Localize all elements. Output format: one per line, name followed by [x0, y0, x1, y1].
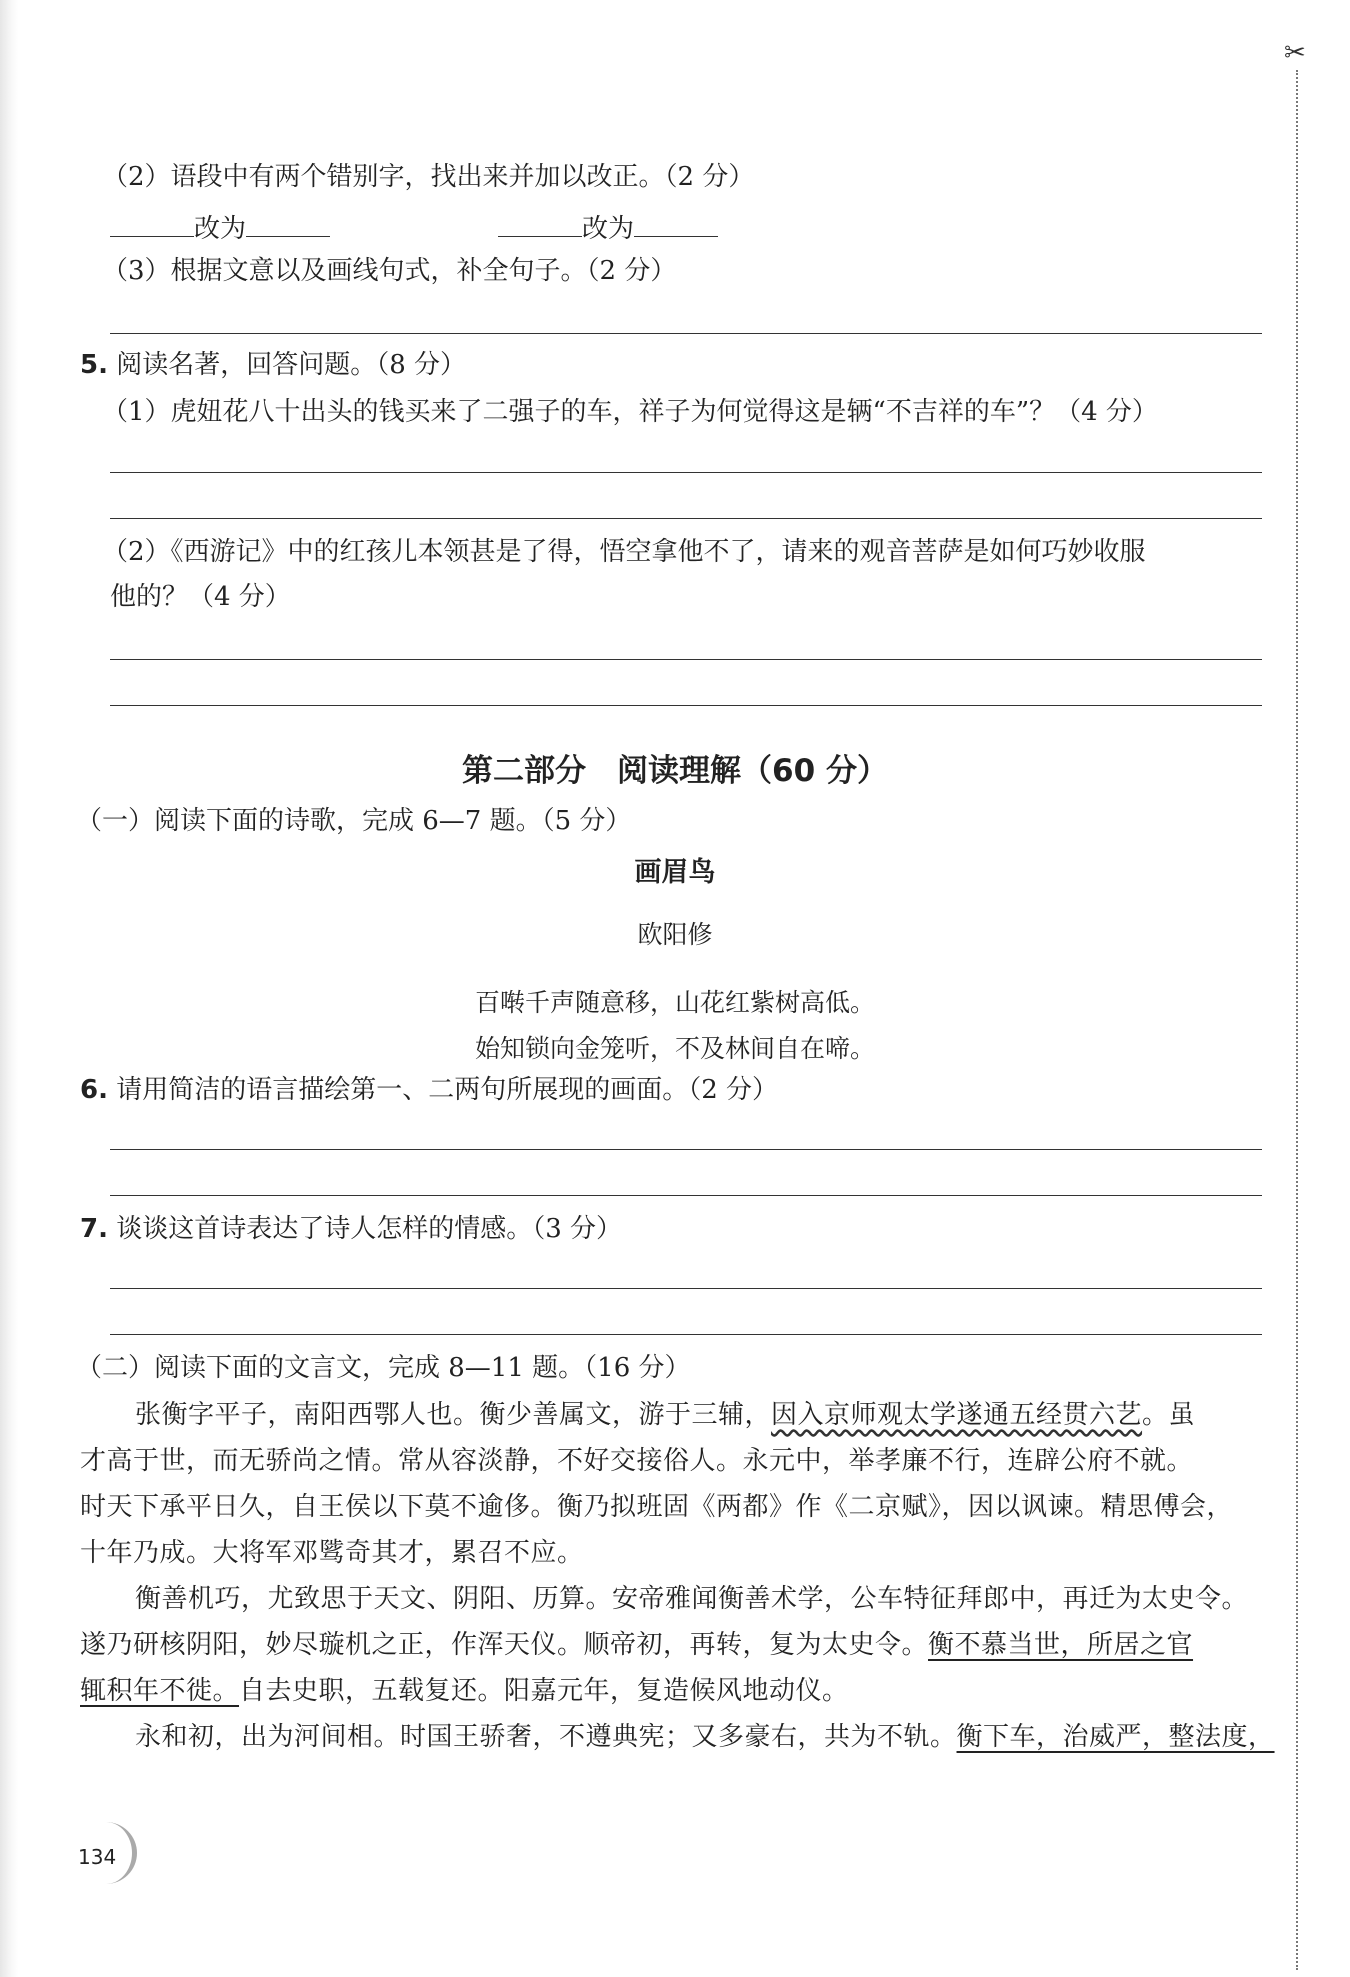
passage-line: 衡善机巧，尤致思于天文、阴阳、历算。安帝雅闻衡善术学，公车特征拜郎中，再迁为太史令。	[135, 1584, 1249, 1614]
passage-text: 。虽	[1142, 1400, 1196, 1430]
passage-line	[80, 1676, 849, 1706]
answer-line[interactable]	[110, 472, 1262, 473]
q4-part2: （2）语段中有两个错别字，找出来并加以改正。（2 分）	[102, 162, 755, 192]
passage-line: 十年乃成。大将军邓骘奇其才，累召不应。	[80, 1538, 584, 1568]
q5-part1: （1）虎妞花八十出头的钱买来了二强子的车，祥子为何觉得这是辆“不吉祥的车”？（4 分）	[102, 397, 1158, 427]
question-number: 5.	[80, 350, 108, 380]
poem-line: 百啭千声随意移，山花红紫树高低。	[474, 988, 875, 1017]
question-number: 7.	[80, 1214, 108, 1244]
subsection-2-heading: （二）阅读下面的文言文，完成 8—11 题。（16 分）	[76, 1353, 691, 1383]
answer-line[interactable]	[110, 1334, 1262, 1335]
poem-line: 始知锁向金笼听，不及林间自在啼。	[474, 1034, 875, 1063]
answer-line[interactable]	[110, 705, 1262, 706]
answer-line[interactable]	[110, 1288, 1262, 1289]
section-title: 第二部分 阅读理解（60 分）	[462, 753, 888, 789]
question-text: 请用简洁的语言描绘第一、二两句所展现的画面。（2 分）	[116, 1075, 779, 1105]
q4-blank-row-1	[110, 212, 330, 244]
underlined-sentence: 衡不慕当世，所居之官	[928, 1630, 1194, 1660]
poem-author: 欧阳修	[637, 920, 713, 949]
answer-line[interactable]	[110, 659, 1262, 660]
underlined-sentence: 辄积年不徙。	[80, 1676, 240, 1706]
q5-title	[80, 350, 466, 380]
answer-blank[interactable]	[498, 212, 582, 237]
underlined-sentence: 衡下车，治威严，整法度，	[956, 1722, 1275, 1752]
answer-blank[interactable]	[634, 212, 718, 237]
answer-blank[interactable]	[110, 212, 194, 237]
answer-blank[interactable]	[246, 212, 330, 237]
passage-line	[80, 1630, 1193, 1660]
passage-line: 才高于世，而无骄尚之情。常从容淡静，不好交接俗人。永元中，举孝廉不行，连辟公府不就。	[80, 1446, 1194, 1476]
wavy-underlined-text: 因入京师观太学遂通五经贯六艺	[771, 1400, 1143, 1430]
passage-text: 张衡字平子，南阳西鄂人也。衡少善属文，游于三辅，	[135, 1400, 772, 1430]
q6	[80, 1075, 778, 1105]
replace-word: 改为	[194, 214, 247, 244]
passage-line	[135, 1722, 1275, 1752]
passage-text: 遂乃研核阴阳，妙尽璇机之正，作浑天仪。顺帝初，再转，复为太史令。	[80, 1630, 929, 1660]
passage-line	[135, 1400, 1195, 1430]
answer-line[interactable]	[110, 1195, 1262, 1196]
answer-line[interactable]	[110, 333, 1262, 334]
q5-part2-line2: 他的？（4 分）	[110, 582, 291, 612]
replace-word: 改为	[582, 214, 635, 244]
q4-part3: （3）根据文意以及画线句式，补全句子。（2 分）	[102, 256, 677, 286]
subsection-1-heading: （一）阅读下面的诗歌，完成 6—7 题。（5 分）	[76, 806, 632, 836]
page-number: 134	[78, 1845, 117, 1869]
poem-title: 画眉鸟	[634, 857, 716, 888]
passage-text: 自去史职，五载复还。阳嘉元年，复造候风地动仪。	[239, 1676, 849, 1706]
q5-part2-line1: （2）《西游记》中的红孩儿本领甚是了得，悟空拿他不了，请来的观音菩萨是如何巧妙收服	[102, 537, 1146, 567]
question-text: 谈谈这首诗表达了诗人怎样的情感。（3 分）	[116, 1214, 623, 1244]
q4-blank-row-2	[498, 212, 718, 244]
scissors-icon: ✂	[1284, 38, 1306, 68]
passage-line: 时天下承平日久，自王侯以下莫不逾侈。衡乃拟班固《两都》作《二京赋》，因以讽谏。精思傅会，	[80, 1492, 1234, 1522]
cut-line	[1296, 70, 1298, 1970]
q7	[80, 1214, 622, 1244]
answer-line[interactable]	[110, 1149, 1262, 1150]
passage-text: 永和初，出为河间相。时国王骄奢，不遵典宪；又多豪右，共为不轨。	[135, 1722, 957, 1752]
question-text: 阅读名著，回答问题。（8 分）	[116, 350, 467, 380]
answer-line[interactable]	[110, 518, 1262, 519]
question-number: 6.	[80, 1075, 108, 1105]
